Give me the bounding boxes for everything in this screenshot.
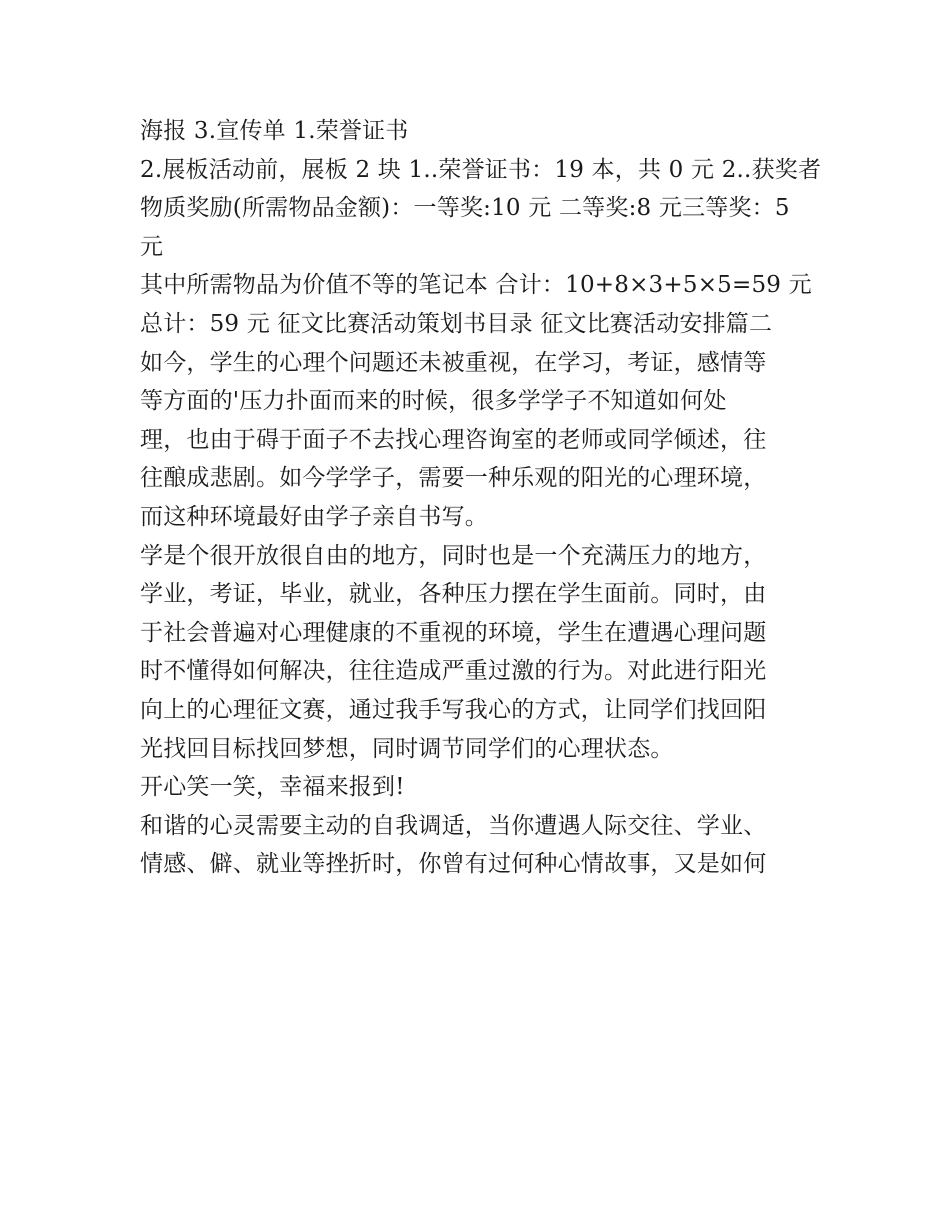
text-line: 开心笑一笑，幸福来报到! [140,774,405,801]
text-line: 物质奖励(所需物品金额)：一等奖:10 元 二等奖:8 元三等奖：5 [140,195,790,222]
text-line: 学是个很开放很自由的地方，同时也是一个充满压力的地方， [140,542,767,569]
text-line: 如今，学生的心理个问题还未被重视，在学习，考证，感情等 [140,349,767,376]
text-line: 于社会普遍对心理健康的不重视的环境，学生在遭遇心理问题 [140,619,767,646]
text-line: 总计：59 元 征文比赛活动策划书目录 征文比赛活动安排篇二 [140,310,773,337]
text-line: 和谐的心灵需要主动的自我调适，当你遭遇人际交往、学业、 [140,812,767,839]
text-line: 而这种环境最好由学子亲自书写。 [140,503,488,530]
text-line: 2.展板活动前，展板 2 块 1..荣誉证书：19 本，共 0 元 2..获奖者 [140,156,822,183]
text-line: 时不懂得如何解决，往往造成严重过激的行为。对此进行阳光 [140,658,767,685]
document-page [140,112,820,884]
text-line: 向上的心理征文赛，通过我手写我心的方式，让同学们找回阳 [140,696,767,723]
text-line: 等方面的'压力扑面而来的时候，很多学学子不知道如何处 [140,388,727,415]
text-line: 海报 3.宣传单 1.荣誉证书 [140,118,409,144]
text-line: 光找回目标找回梦想，同时调节同学们的心理状态。 [140,735,674,762]
text-line: 理，也由于碍于面子不去找心理咨询室的老师或同学倾述，往 [140,426,767,453]
text-line: 其中所需物品为价值不等的笔记本 合计：10+8×3+5×5=59 元 [140,272,812,299]
text-line: 学业，考证，毕业，就业，各种压力摆在学生面前。同时，由 [140,581,767,608]
text-line: 往酿成悲剧。如今学学子，需要一种乐观的阳光的心理环境， [140,465,767,492]
text-line: 元 [140,233,164,260]
text-line: 情感、僻、就业等挫折时，你曾有过何种心情故事，又是如何 [140,851,767,878]
